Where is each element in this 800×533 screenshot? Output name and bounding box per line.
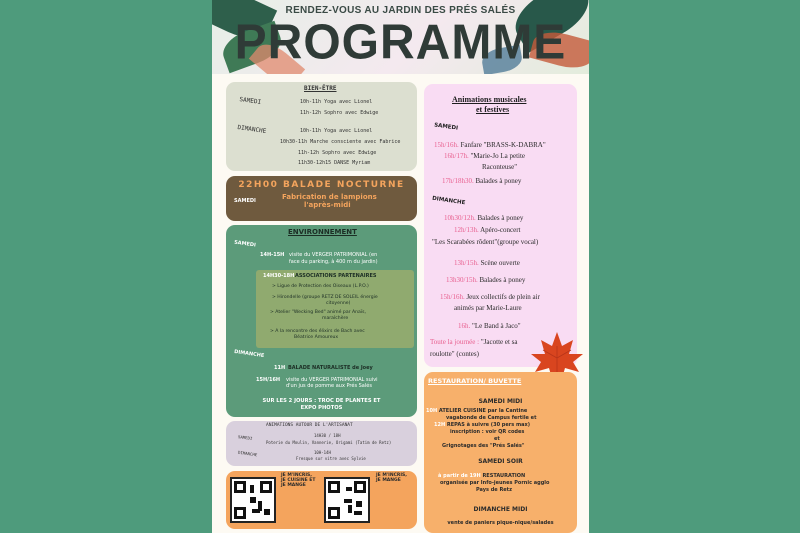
resto-section: SAMEDI MIDI [478, 398, 523, 405]
time-label: 10H-14H [314, 450, 331, 455]
music-item: 15h/16h. Fanfare "BRASS-K-DABRA" [434, 141, 546, 149]
samedi-label: SAMEDI [239, 96, 262, 106]
resto-line: 12H REPAS à suivre (30 pers max) [434, 422, 531, 428]
assoc-item: maraîchère [322, 316, 349, 321]
poster-subtitle: RENDEZ-VOUS AU JARDIN DES PRÉS SALÉS [285, 5, 516, 16]
bien-etre-panel [226, 82, 417, 171]
resto-line: inscription : voir QR codes [450, 429, 525, 435]
samedi-label: SAMEDI [237, 434, 253, 441]
resto-line: Pays de Retz [476, 487, 512, 493]
music-item: 16h. "Le Band à Jaco" [458, 322, 521, 330]
dimanche-label: DIMANCHE [237, 124, 267, 135]
assoc-item: > Atelier "Wecking Bed" animé par Anaïs, [270, 310, 366, 315]
time-label: 15H/16H [256, 377, 281, 383]
time-label: 14H-15H [260, 252, 285, 258]
environnement-title: ENVIRONNEMENT [288, 228, 357, 236]
samedi-label: SAMEDI [433, 122, 459, 132]
programme-poster [212, 0, 589, 533]
bien-etre-item: 11h30-12h15 DANSE Myriam [298, 160, 371, 166]
lampions-line: Fabrication de lampions [282, 193, 377, 201]
dimanche-label: DIMANCHE [431, 195, 466, 207]
time-label: 14H30 / 18H [314, 433, 341, 438]
env-text: BALADE NATURALISTE de Joey [288, 365, 373, 371]
music-item: "Les Scarabées rôdent"(groupe vocal) [432, 238, 539, 246]
music-title: et festives [476, 105, 510, 114]
music-item: Raconteuse" [482, 163, 518, 171]
qr-panel [226, 471, 417, 529]
qr-code[interactable] [324, 477, 370, 523]
music-item: 17h/18h30. Balades à poney [442, 177, 522, 185]
env-text: d'un jus de pomme aux Prés Salés [286, 383, 372, 389]
time-label: 14H30-18H [263, 273, 295, 279]
resto-section: SAMEDI SOIR [478, 458, 523, 465]
assoc-item: Béatrice Amoureux [294, 335, 339, 340]
music-item: 16h/17h. "Marie-Jo La petite [444, 152, 526, 160]
troc-line: EXPO PHOTOS [300, 405, 343, 411]
bien-etre-item: 11h-12h Sophro avec Edwige [300, 110, 379, 116]
environnement-panel [226, 225, 417, 417]
resto-line: vagabonde de Campus fertile et [446, 415, 537, 421]
assoc-item: citoyenne) [326, 301, 351, 306]
samedi-label: SAMEDI [233, 239, 257, 249]
music-item: animés par Marie-Laure [454, 304, 522, 312]
env-text: visite du VERGER PATRIMONIAL (en [289, 252, 378, 258]
qr-caption: JE M'INCRIS, JE MANGE [376, 473, 408, 483]
resto-line: vente de paniers pique-nique/salades [447, 520, 554, 526]
music-item: 13h/15h. Scène ouverte [454, 259, 520, 267]
music-item: Toute la journée : "Jacotte et sa [430, 338, 518, 346]
bien-etre-item: 11h-12h Sophro avec Edwige [298, 150, 377, 156]
balade-nocturne-title: 22H00 BALADE NOCTURNE [238, 180, 405, 190]
resto-line: 10H ATELIER CUISINE par la Cantine [426, 408, 528, 414]
assoc-item: > Ligue de Protection des Oiseaux (L.P.O.) [272, 284, 369, 289]
dimanche-label: DIMANCHE [237, 449, 258, 458]
artisanat-text: Fresque sur vitre avec Sylvie [296, 456, 366, 461]
assoc-item: > Hirondelle (groupe RETZ DE SOLEIL énergie [272, 295, 378, 300]
artisanat-panel [226, 421, 417, 466]
bien-etre-title: BIEN-ÊTRE [304, 85, 337, 92]
bien-etre-item: 10h-11h Yoga avec Lionel [300, 128, 373, 134]
assoc-item: > A la rencontre des élixirs de Bach avec [270, 329, 365, 334]
bien-etre-item: 10h-11h Yoga avec Lionel [300, 99, 373, 105]
env-text: visite du VERGER PATRIMONIAL suivi [286, 377, 378, 383]
resto-section: DIMANCHE MIDI [473, 506, 528, 513]
music-title: Animations musicales [452, 95, 527, 104]
poster-header [212, 0, 589, 74]
resto-line: et [494, 436, 500, 442]
music-item: 12h/13h. Apéro-concert [454, 226, 521, 234]
artisanat-text: Poterie du Moulin, Vannerie, Origami (Tatim de Retz) [266, 440, 392, 445]
animations-musicales-panel [424, 84, 577, 367]
restauration-panel [424, 372, 577, 533]
music-item: 13h30/15h. Balades à poney [446, 276, 526, 284]
qr-caption: JE M'INCRIS, JE CUISINE ET JE MANGE [281, 473, 316, 488]
troc-line: SUR LES 2 JOURS : TROC DE PLANTES ET [262, 398, 381, 404]
resto-line: organisée par Info-jeunes Pornic agglo [440, 480, 550, 486]
artisanat-title: ANIMATIONS AUTOUR DE L'ARTISANAT [266, 423, 353, 428]
lampions-line: l'après-midi [304, 201, 351, 209]
bien-etre-item: 10h30-11h Marche consciente avec Fabrice [280, 139, 401, 145]
samedi-label: SAMEDI [234, 198, 256, 204]
resto-title: RESTAURATION/ BUVETTE [428, 377, 522, 385]
music-item: 10h30/12h. Balades à poney [444, 214, 524, 222]
music-item: 15h/16h. Jeux collectifs de plein air [440, 293, 540, 301]
poster-title: PROGRAMME [234, 15, 567, 70]
time-label: 11H [274, 365, 286, 371]
qr-code[interactable] [230, 477, 276, 523]
env-text: face du parking, à 400 m du jardin) [289, 259, 378, 265]
resto-line: Grignotages des "Prés Salés" [442, 443, 525, 449]
music-item: roulotte" (contes) [430, 350, 479, 358]
balade-nocturne-panel [226, 176, 417, 221]
assoc-title: ASSOCIATIONS PARTENAIRES [295, 273, 377, 279]
dimanche-label: DIMANCHE [233, 348, 265, 360]
resto-line: à partir de 19H RESTAURATION [438, 473, 526, 479]
